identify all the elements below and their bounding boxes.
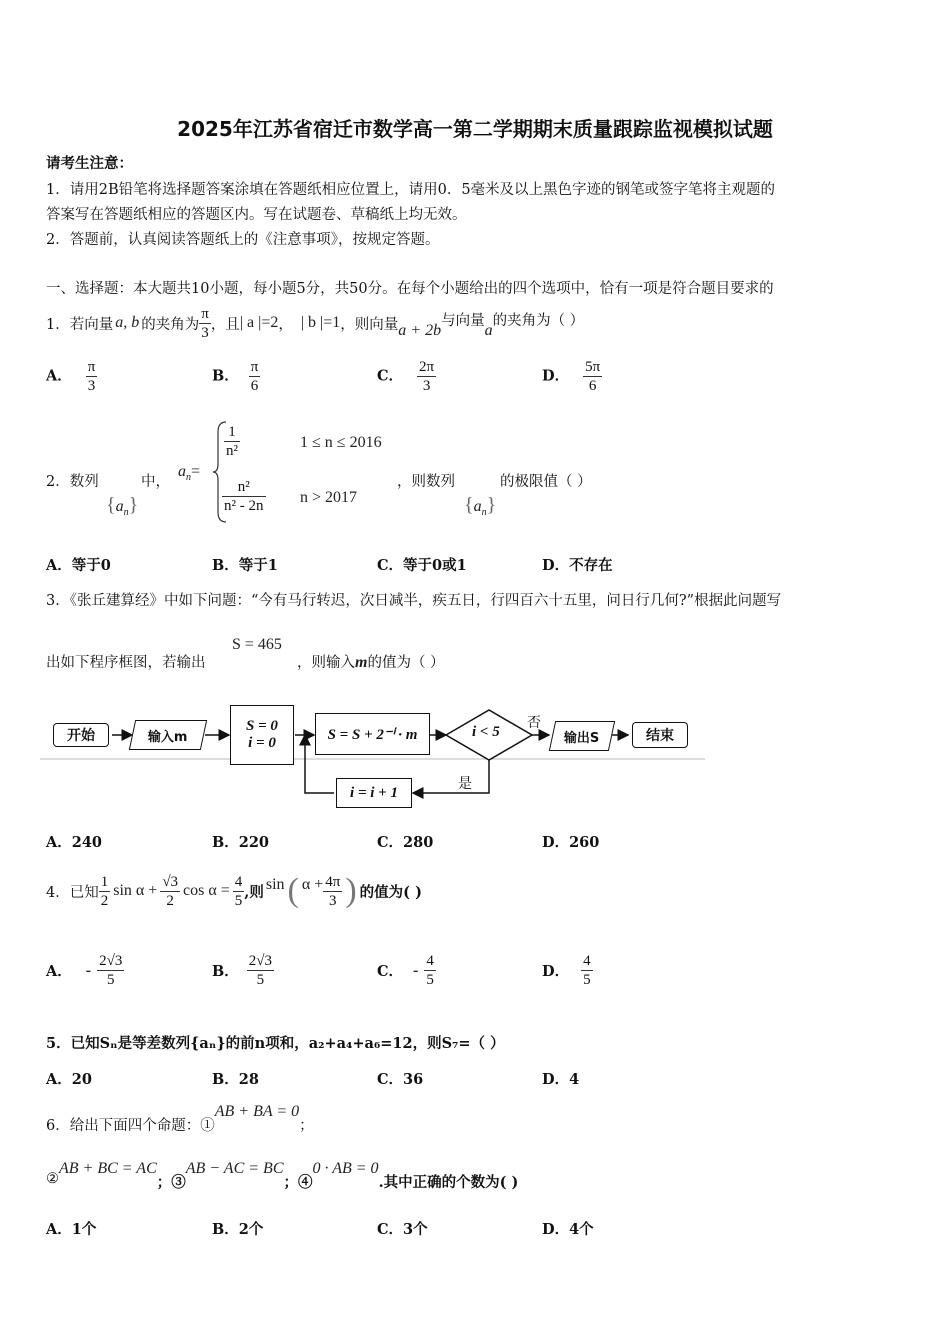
question-4: 4．已知 $\frac{1}{2}$ sin α + $\frac{√3}{2}$ cos α = $\frac{4}{5}$ ,则 sin ( α + $\frac{4\pi}{3}$ ) 的值为( ) (46, 872, 422, 909)
question-6-line-2 (46, 1160, 518, 1200)
q1-angle-fraction: $\frac{\pi}{3}$ (201, 305, 209, 341)
flow-init (230, 705, 294, 765)
q3-option-b[interactable]: B．220 (212, 834, 270, 851)
q1-vector-a: a (484, 322, 493, 339)
q2-option-c[interactable]: C．等于0或1 (377, 557, 467, 574)
q4-option-b[interactable]: B． $\frac{2√3}{5}$ (212, 953, 272, 988)
notice-line-1: 1．请用2B铅笔将选择题答案涂填在答题纸相应位置上，请用0．5毫米及以上黑色字迹的钢笔或签字笔将主观题的 (46, 182, 776, 198)
q5-option-b[interactable]: B．28 (212, 1071, 259, 1088)
q1-cond-b: | b |=1 (300, 314, 341, 331)
q2-number: 2．数列 (46, 474, 99, 490)
notice-heading: 请考生注意： (46, 155, 133, 172)
q2-sequence-2: $\{a_n\}$ (464, 494, 497, 518)
q6-number: 6．给出下面四个命题：① (46, 1118, 215, 1134)
notice-line-2: 答案写在答题纸相应的答题区内。写在试题卷、草稿纸上均无效。 (46, 207, 467, 223)
flow-init-s: S = 0 (246, 718, 278, 734)
q4-text-2: 的值为( ) (359, 883, 422, 901)
q6-circle-3: ；③ (156, 1174, 186, 1191)
q1-option-b[interactable]: B． $\frac{\pi}{6}$ (212, 359, 259, 394)
q3-m-var: m (355, 654, 368, 671)
flow-yes-label: 是 (458, 776, 472, 792)
q6-circle-4: ；④ (283, 1174, 313, 1191)
q2-case-2-fraction: $\frac{\text{n²}}{\text{n² - 2n}}$ (224, 479, 264, 514)
q6-prop-2: AB + BC = AC (59, 1160, 157, 1177)
q1-vectors: a, b (115, 314, 140, 331)
q4-frac-1: $\frac{1}{2}$ (100, 873, 109, 909)
flow-condition: i < 5 (472, 724, 500, 740)
q4-number: 4．已知 (46, 884, 99, 901)
q6-tail: .其中正确的个数为( ) (378, 1174, 519, 1191)
q4-option-c[interactable]: C． - $\frac{4}{5}$ (377, 953, 434, 988)
q4-option-d[interactable]: D． $\frac{4}{5}$ (542, 953, 591, 988)
q1-cond-a: | a |=2 (239, 314, 279, 331)
q1-text-5: 的夹角为（ ） (492, 312, 585, 329)
q6-option-d[interactable]: D．4个 (542, 1221, 594, 1238)
q2-text-3: 的极限值（ ） (500, 474, 592, 490)
q1-option-a[interactable]: A． $\frac{\pi}{3}$ (46, 359, 96, 394)
q1-number: 1．若向量 (46, 316, 114, 333)
page-title: 2025年江苏省宿迁市数学高一第二学期期末质量跟踪监视模拟试题 (177, 117, 773, 141)
q2-option-d[interactable]: D．不存在 (542, 557, 613, 574)
q6-prop-3: AB − AC = BC (185, 1160, 284, 1177)
q3-line-2b: ，则输入m的值为（ ） (297, 654, 445, 671)
q2-option-a[interactable]: A．等于0 (46, 557, 111, 574)
q1-sep: ， (278, 316, 293, 333)
q6-circle-2: ② (46, 1171, 59, 1187)
q1-text-3: ，则向量 (340, 316, 399, 333)
question-6-line-1 (46, 1103, 314, 1143)
q5-option-c[interactable]: C．36 (377, 1071, 424, 1088)
q4-sin: sin α + (113, 882, 158, 899)
q2-an-lhs: $a_n=$ (178, 463, 201, 483)
q2-option-b[interactable]: B．等于1 (212, 557, 278, 574)
q2-case-1-fraction: $\frac{1}{\text{n²}}$ (226, 424, 238, 459)
notice-line-3: 2．答题前，认真阅读答题纸上的《注意事项》，按规定答题。 (46, 232, 440, 248)
q1-text-1: 的夹角为 (141, 316, 200, 333)
flow-input: 输入m (129, 720, 207, 750)
q3-option-d[interactable]: D．260 (542, 834, 600, 851)
q3-line-1: 3．《张丘建算经》中如下问题：“今有马行转迟，次日减半，疾五日，行四百六十五里，问日行几何?”根据此问题写 (46, 593, 782, 609)
q2-sequence: $\{a_n\}$ (106, 494, 139, 518)
q1-vector-sum: a + 2b (398, 322, 442, 339)
flow-init-i: i = 0 (248, 735, 276, 751)
q6-prop-1: AB + BA = 0 (214, 1103, 300, 1120)
question-5: 5．已知Sₙ是等差数列{aₙ}的前n项和，a₂+a₄+a₆=12，则S₇=（ ） (46, 1035, 505, 1052)
q1-text-4: 与向量 (441, 312, 485, 329)
q4-frac-4: $\frac{4\pi}{3}$ (325, 873, 341, 909)
q2-text-2: ，则数列 (397, 474, 455, 490)
q4-cos: cos α = (183, 882, 230, 899)
flow-update: S = S + 2⁻ⁱ · m (315, 713, 430, 755)
q6-option-a[interactable]: A．1个 (46, 1221, 97, 1238)
q1-text-2: ，且 (210, 316, 240, 333)
q6-option-c[interactable]: C．3个 (377, 1221, 428, 1238)
q4-text-1: ,则 (244, 883, 264, 901)
q4-option-a[interactable]: A． - $\frac{2√3}{5}$ (46, 953, 123, 988)
q3-s-value: S = 465 (232, 636, 282, 653)
q1-option-c[interactable]: C． $\frac{2\pi}{3}$ (377, 359, 435, 394)
q5-option-d[interactable]: D．4 (542, 1071, 580, 1088)
q4-frac-2: $\frac{√3}{2}$ (162, 873, 179, 909)
q6-option-b[interactable]: B．2个 (212, 1221, 264, 1238)
q3-option-a[interactable]: A．240 (46, 834, 103, 851)
flow-no-label: 否 (527, 715, 541, 731)
flow-output: 输出S (549, 721, 615, 751)
question-1 (46, 300, 584, 346)
flow-start: 开始 (53, 723, 109, 747)
q2-case-2-condition: n > 2017 (300, 489, 358, 506)
flow-increment: i = i + 1 (336, 778, 412, 808)
q2-case-1-condition: 1 ≤ n ≤ 2016 (300, 434, 382, 451)
q2-text-1: 中， (141, 474, 170, 490)
flow-end: 结束 (632, 722, 688, 748)
q4-sin-2: sin (265, 876, 285, 893)
section-heading: 一、选择题：本大题共10小题，每小题5分，共50分。在每个小题给出的四个选项中，恰有一项是符合题目要求的 (46, 281, 774, 297)
q6-prop-4: 0 · AB = 0 (312, 1160, 379, 1177)
q3-line-2a: 出如下程序框图，若输出 (46, 655, 206, 671)
q5-option-a[interactable]: A．20 (46, 1071, 92, 1088)
q4-frac-3: $\frac{4}{5}$ (234, 873, 243, 909)
q1-option-d[interactable]: D． $\frac{5\pi}{6}$ (542, 359, 601, 394)
q3-option-c[interactable]: C．280 (377, 834, 434, 851)
q6-semi: ； (299, 1118, 314, 1134)
q4-arg: α + (301, 876, 324, 893)
